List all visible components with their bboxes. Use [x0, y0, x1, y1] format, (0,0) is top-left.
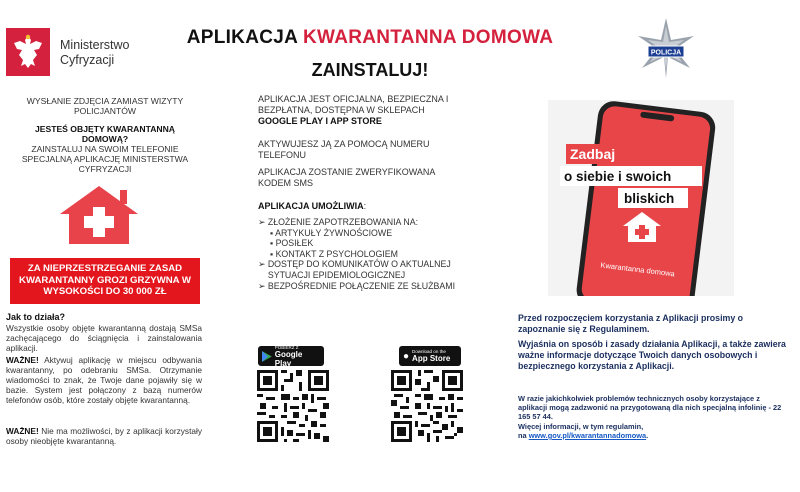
official-app-p1: APLIKACJA JEST OFICJALNA, BEZPIECZNA I BEZPŁATNA, DOSTĘPNA W SKLEPACH: [258, 94, 449, 115]
important-note-2: [6, 426, 202, 446]
more-info-text: Więcej informacji, w tym regulamin,: [518, 422, 644, 431]
google-play-icon: [262, 351, 272, 362]
phone-line1: Zadbaj: [570, 146, 616, 162]
white-eagle-icon: [6, 28, 50, 76]
google-play-qr-code[interactable]: [257, 370, 329, 447]
important-1-label: WAŻNE!: [6, 355, 39, 365]
feature-subitem: ▪ POSIŁEK: [270, 238, 314, 249]
more-info-link-line: [518, 431, 788, 440]
important-2-label: WAŻNE!: [6, 426, 39, 436]
google-small-text: POBIERZ Z: [274, 344, 299, 350]
stores-name: GOOGLE PLAY I APP STORE: [258, 116, 382, 126]
activation-text: AKTYWUJESZ JĄ ZA POMOCĄ NUMERU TELEFONU: [258, 139, 430, 160]
ministry-line2: Cyfryzacji: [60, 53, 115, 67]
gov-website-link[interactable]: www.gov.pl/kwarantannadomowa: [528, 431, 647, 440]
helpline-info: W razie jakichkolwiek problemów technicznych osoby korzystające z aplikacji mogą zadzwonić na przygotowaną dla nich specjalną infolinię - 22 165 57 44.: [518, 394, 782, 421]
feature-item: ➢ DOSTĘP DO KOMUNIKATÓW O AKTUALNEJ SYTUACJI EPIDEMIOLOGICZNEJ: [258, 259, 483, 280]
apple-small-text: Download on the: [412, 349, 446, 354]
police-star-icon: [634, 16, 698, 80]
google-play-badge[interactable]: [258, 346, 324, 366]
regulations-details: Wyjaśnia on sposób i zasady działania Aplikacji, a także zawiera ważne informacje dotyczące Twoich danych osobowych i bezpiecznego korzystania z Aplikacji.: [518, 339, 786, 371]
fine-warning-banner: ZA NIEPRZESTRZEGANIE ZASAD KWARANTANNY GROZI GRZYWNA W WYSOKOŚCI DO 30 000 ZŁ: [10, 258, 200, 304]
app-store-qr-code[interactable]: [391, 370, 463, 447]
feature-contact: BEZPOŚREDNIE POŁĄCZENIE ZE SŁUŻBAMI: [267, 280, 456, 291]
poland-emblem: [6, 28, 50, 76]
official-app-text: [258, 94, 468, 127]
how-it-works-text: Wszystkie osoby objęte kwarantanną dostają SMSa zachęcającego do ściągnięcia i zainstalowania aplikacji.: [6, 323, 202, 354]
install-instruction: ZAINSTALUJ NA SWOIM TELEFONIE SPECJALNĄ APLIKACJĘ MINISTERSTWA CYFRYZACJI: [21, 144, 189, 174]
verification-text: APLIKACJA ZOSTANIE ZWERYFIKOWANA KODEM SMS: [258, 167, 435, 188]
police-label: POLICJA: [650, 49, 682, 57]
feature-subitem: ▪ ARTYKUŁY ŻYWNOŚCIOWE: [270, 227, 393, 238]
quarantine-question: JESTEŚ OBJĘTY KWARANTANNĄ DOMOWĄ?: [34, 124, 176, 144]
important-2-text: Nie ma możliwości, by z aplikacji korzystały osoby nieobjęte kwarantanną.: [6, 426, 202, 447]
feature-item: ➢ ZŁOŻENIE ZAPOTRZEBOWANIA NA:: [258, 217, 419, 227]
sub-meal: POSIŁEK: [275, 238, 314, 249]
house-cross-icon: [58, 184, 140, 246]
link-suffix: .: [646, 431, 649, 440]
ministry-name: [60, 38, 129, 68]
phone-line2: o siebie i swoich: [564, 169, 672, 184]
apple-big-text: App Store: [412, 354, 451, 363]
important-1-text: Aktywuj aplikację w miejscu odbywania kwarantanny, po odebraniu SMSa. Otrzymanie wiadomości to znak, że Twoje dane pojawiły się w bazie. System jest połączony z bazą numerów telefonów osób, które zostały objęte kwarantanną.: [6, 355, 202, 406]
feature-order: ZŁOŻENIE ZAPOTRZEBOWANIA NA:: [267, 217, 419, 227]
police-badge: [634, 16, 698, 80]
title-part1: APLIKACJA: [186, 27, 304, 48]
features-list: [258, 217, 483, 291]
app-store-badge[interactable]: [399, 346, 461, 366]
apple-icon: ●: [403, 350, 410, 362]
phone-illustration: [548, 100, 734, 296]
feature-news: DOSTĘP DO KOMUNIKATÓW O AKTUALNEJ SYTUACJI EPIDEMIOLOGICZNEJ: [267, 259, 451, 280]
phone-app-name: Kwarantanna domowa: [600, 260, 676, 279]
regulations-intro: Przed rozpoczęciem korzystania z Aplikacji prosimy o zapoznanie się z Regulaminem.: [518, 313, 744, 334]
enables-title-label: APLIKACJA UMOŻLIWIA: [258, 201, 364, 211]
page-title: [160, 27, 580, 49]
google-big-text: Google Play: [274, 349, 303, 368]
sub-psychologist: KONTAKT Z PSYCHOLOGIEM: [275, 248, 398, 259]
enables-title: [258, 201, 366, 212]
how-it-works-title: Jak to działa?: [6, 312, 66, 322]
feature-subitem: ▪ KONTAKT Z PSYCHOLOGIEM: [270, 248, 398, 259]
enables-colon: :: [363, 201, 367, 211]
important-note-1: [6, 355, 202, 405]
title-part2: KWARANTANNA DOMOWA: [303, 27, 554, 48]
link-prefix: na: [518, 431, 529, 440]
intro-text: WYSŁANIE ZDJĘCIA ZAMIAST WIZYTY POLICJANTÓW: [26, 96, 184, 116]
feature-item: ➢ BEZPOŚREDNIE POŁĄCZENIE ZE SŁUŻBAMI: [258, 280, 456, 291]
ministry-line1: Ministerstwo: [60, 38, 130, 52]
phone-line3: bliskich: [624, 191, 675, 206]
sub-food: ARTYKUŁY ŻYWNOŚCIOWE: [275, 227, 393, 238]
install-heading: ZAINSTALUJ!: [311, 60, 429, 80]
